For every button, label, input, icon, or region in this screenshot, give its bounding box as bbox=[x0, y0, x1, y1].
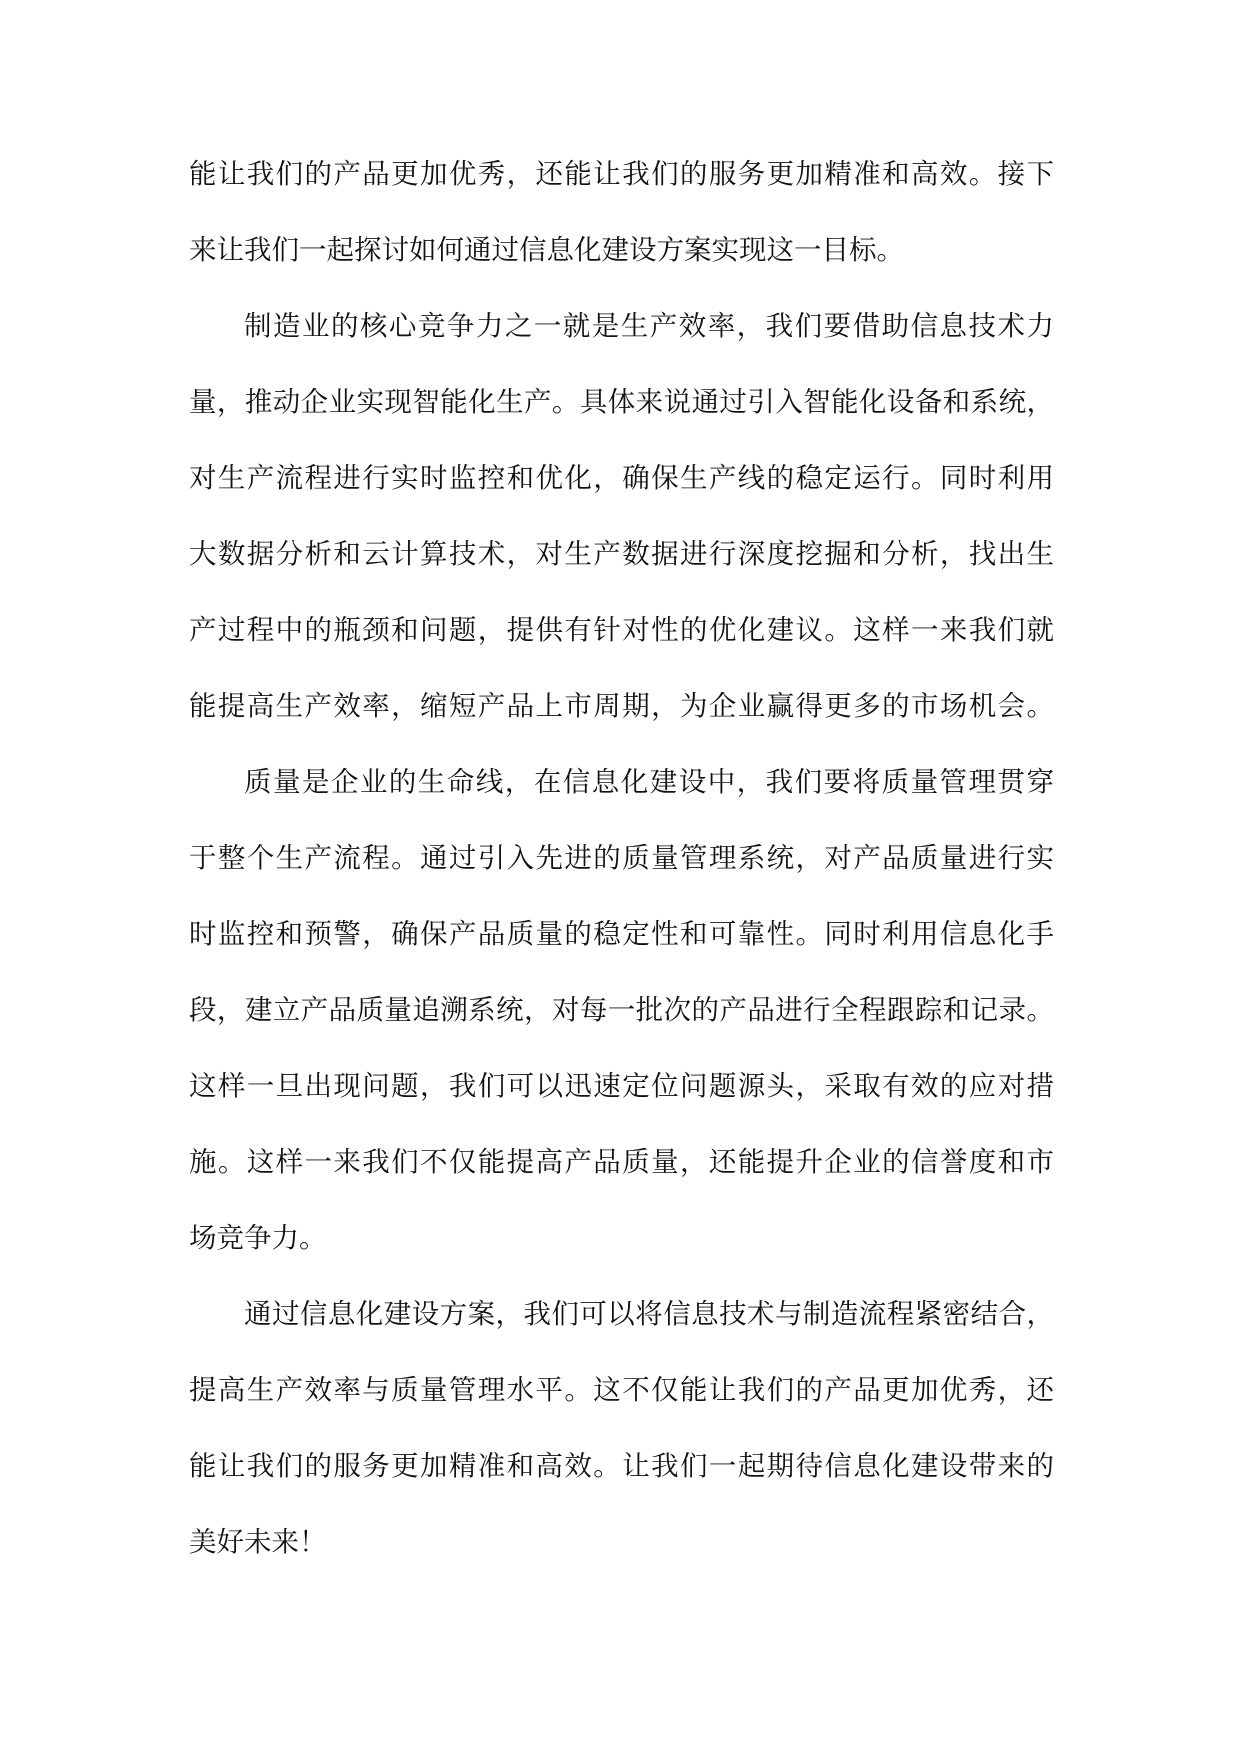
document-body bbox=[189, 136, 1054, 1580]
text-line: 质量是企业的生命线，在信息化建设中，我们要将质量管理贯穿 bbox=[244, 766, 1054, 798]
text-line: 通过信息化建设方案，我们可以将信息技术与制造流程紧密结合， bbox=[244, 1298, 1054, 1330]
text-line: 美好未来！ bbox=[189, 1526, 327, 1558]
text-line: 能让我们的服务更加精准和高效。让我们一起期待信息化建设带来的 bbox=[189, 1450, 1054, 1482]
text-line: 能提高生产效率，缩短产品上市周期，为企业赢得更多的市场机会。 bbox=[189, 690, 1054, 722]
text-line: 提高生产效率与质量管理水平。这不仅能让我们的产品更加优秀，还 bbox=[189, 1374, 1054, 1406]
text-line: 于整个生产流程。通过引入先进的质量管理系统，对产品质量进行实 bbox=[189, 842, 1054, 874]
text-line: 大数据分析和云计算技术，对生产数据进行深度挖掘和分析，找出生 bbox=[189, 538, 1054, 570]
text-line: 施。这样一来我们不仅能提高产品质量，还能提升企业的信誉度和市 bbox=[189, 1146, 1054, 1178]
paragraph-conclusion bbox=[189, 1276, 1054, 1580]
text-line: 场竞争力。 bbox=[189, 1222, 327, 1254]
text-line: 量，推动企业实现智能化生产。具体来说通过引入智能化设备和系统， bbox=[189, 386, 1054, 418]
text-line: 段，建立产品质量追溯系统，对每一批次的产品进行全程跟踪和记录。 bbox=[189, 994, 1054, 1026]
text-line: 来让我们一起探讨如何通过信息化建设方案实现这一目标。 bbox=[189, 234, 904, 266]
text-line: 对生产流程进行实时监控和优化，确保生产线的稳定运行。同时利用 bbox=[189, 462, 1054, 494]
text-line: 能让我们的产品更加优秀，还能让我们的服务更加精准和高效。接下 bbox=[189, 158, 1054, 190]
text-line: 这样一旦出现问题，我们可以迅速定位问题源头，采取有效的应对措 bbox=[189, 1070, 1054, 1102]
paragraph-continuation bbox=[189, 136, 1054, 288]
paragraph-quality-management bbox=[189, 744, 1054, 1276]
text-line: 制造业的核心竞争力之一就是生产效率，我们要借助信息技术力 bbox=[244, 310, 1054, 342]
text-line: 时监控和预警，确保产品质量的稳定性和可靠性。同时利用信息化手 bbox=[189, 918, 1054, 950]
paragraph-production-efficiency bbox=[189, 288, 1054, 744]
text-line: 产过程中的瓶颈和问题，提供有针对性的优化建议。这样一来我们就 bbox=[189, 614, 1054, 646]
